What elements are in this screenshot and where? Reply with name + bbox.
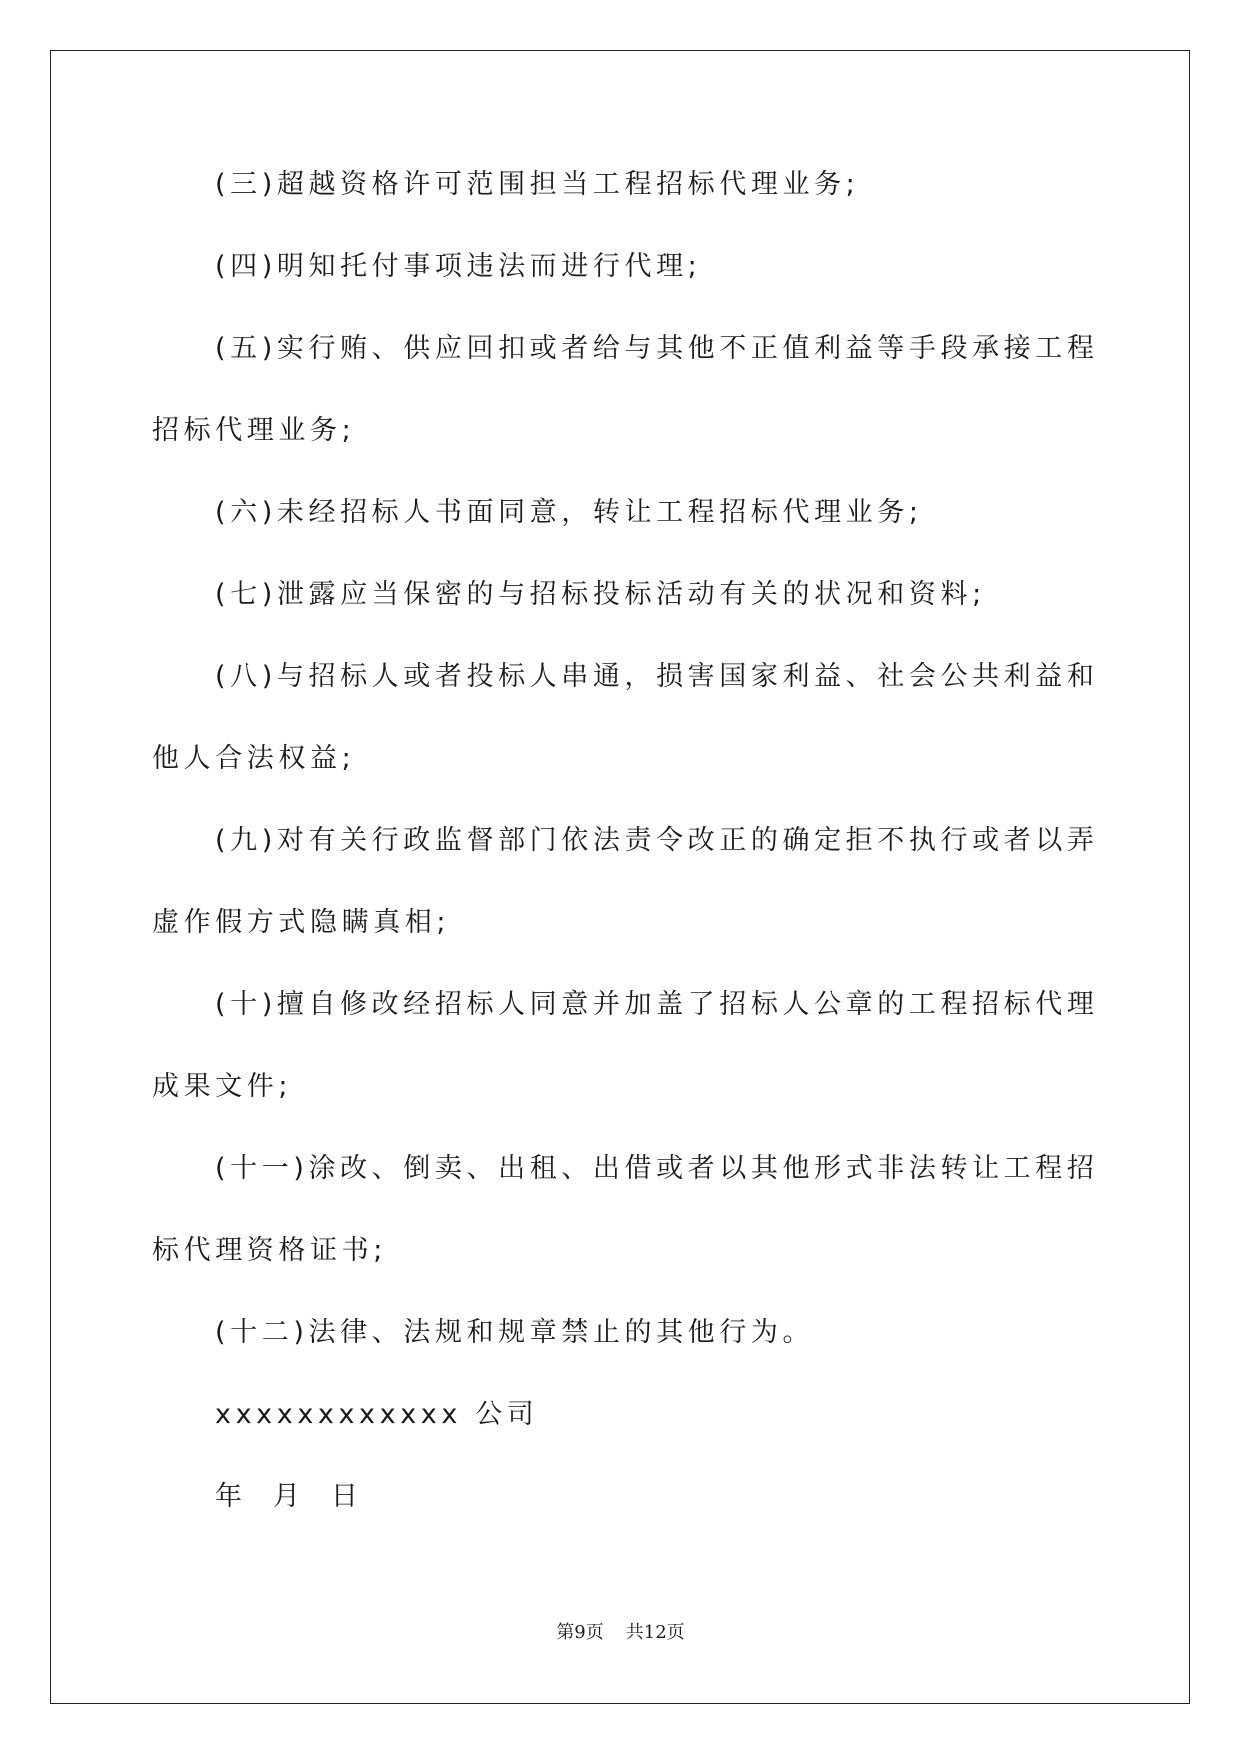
document-body <box>152 165 1099 1559</box>
clause-8-continued: 他人合法权益; <box>152 743 356 774</box>
clause-9-continued: 虚作假方式隐瞒真相; <box>152 907 451 938</box>
clause-5: (五)实行贿、供应回扣或者给与其他不正值利益等手段承接工程 <box>215 333 1099 364</box>
clause-4: (四)明知托付事项违法而进行代理; <box>215 251 702 282</box>
page-footer <box>0 1618 1241 1644</box>
clause-3: (三)超越资格许可范围担当工程招标代理业务; <box>215 169 860 200</box>
clause-12: (十二)法律、法规和规章禁止的其他行为。 <box>215 1317 815 1348</box>
clause-11-continued: 标代理资格证书; <box>152 1235 387 1266</box>
clause-6: (六)未经招标人书面同意，转让工程招标代理业务; <box>215 497 923 528</box>
page-total: 共12页 <box>625 1622 685 1643</box>
clause-10: (十)擅自修改经招标人同意并加盖了招标人公章的工程招标代理 <box>215 989 1099 1020</box>
clause-11: (十一)涂改、倒卖、出租、出借或者以其他形式非法转让工程招 <box>215 1153 1099 1184</box>
clause-10-continued: 成果文件; <box>152 1071 293 1102</box>
company-name: xxxxxxxxxxxx 公司 <box>215 1399 539 1430</box>
clause-7: (七)泄露应当保密的与招标投标活动有关的状况和资料; <box>215 579 986 610</box>
clause-5-continued: 招标代理业务; <box>152 415 356 446</box>
clause-9: (九)对有关行政监督部门依法责令改正的确定拒不执行或者以弄 <box>215 825 1099 856</box>
page-number: 第9页 <box>556 1622 604 1643</box>
clause-8: (八)与招标人或者投标人串通，损害国家利益、社会公共利益和 <box>215 661 1099 692</box>
date-line: 年 月 日 <box>215 1481 363 1512</box>
